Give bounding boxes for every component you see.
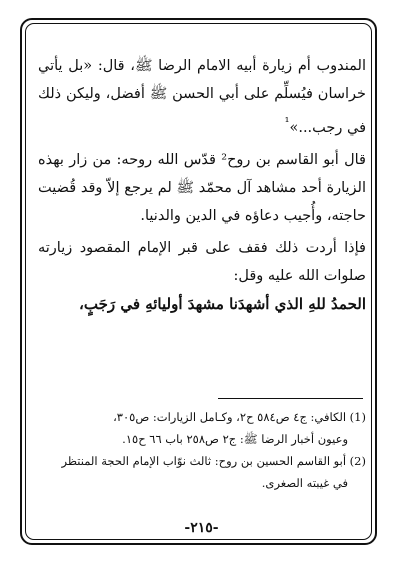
footnote-2-line-1: (2) أبو القاسم الحسين بن روح: ثالث نوّاب الإمام الحجة المنتظر <box>61 454 366 468</box>
paragraph-1 <box>38 52 366 142</box>
footnote-1-line-1: (1) الكافي: ج٤ ص٥٨٤ ح٢، وكـامل الزيارات: ص٣٠٥، <box>113 410 366 424</box>
footnote-divider <box>218 398 363 399</box>
paragraph-2: قال أبو القاسم بن روح² قدّس الله روحه: من زار بهذه الزيارة أحد مشاهد آل محمّد ﷺ لم يرجع إلاّ وقد قُضيت حاجته، وأُجيب دعاؤه في الدين والدنيا. <box>38 151 366 224</box>
footnotes <box>44 406 366 494</box>
page-number: -٢١٥- <box>184 520 219 536</box>
paragraph-3: فإذا أردت ذلك فقف على قبر الإمام المقصود زيارته صلوات الله عليه وقل: <box>38 239 366 284</box>
footnote-1-line-2: وعيون أخبار الرضا ﷺ: ج٢ ص٢٥٨ باب ٦٦ ح١٥. <box>122 432 348 446</box>
footnote-ref-1: ¹ <box>284 115 290 129</box>
paragraph-1-text: المندوب أم زيارة أبيه الامام الرضا ﷺ، قال: «بل يأتي خراسان فيُسلِّم على أبي الحسن ﷺ أفضل، وليكن ذلك في رجب...» <box>38 58 366 136</box>
footnote-2-line-2: في غيبته الصغرى. <box>261 476 348 490</box>
main-text <box>38 52 366 318</box>
prayer-quote: الحمدُ للهِ الذي أشهدَنا مشهدَ أوليائهِ في رَجَبٍ، <box>79 294 366 313</box>
